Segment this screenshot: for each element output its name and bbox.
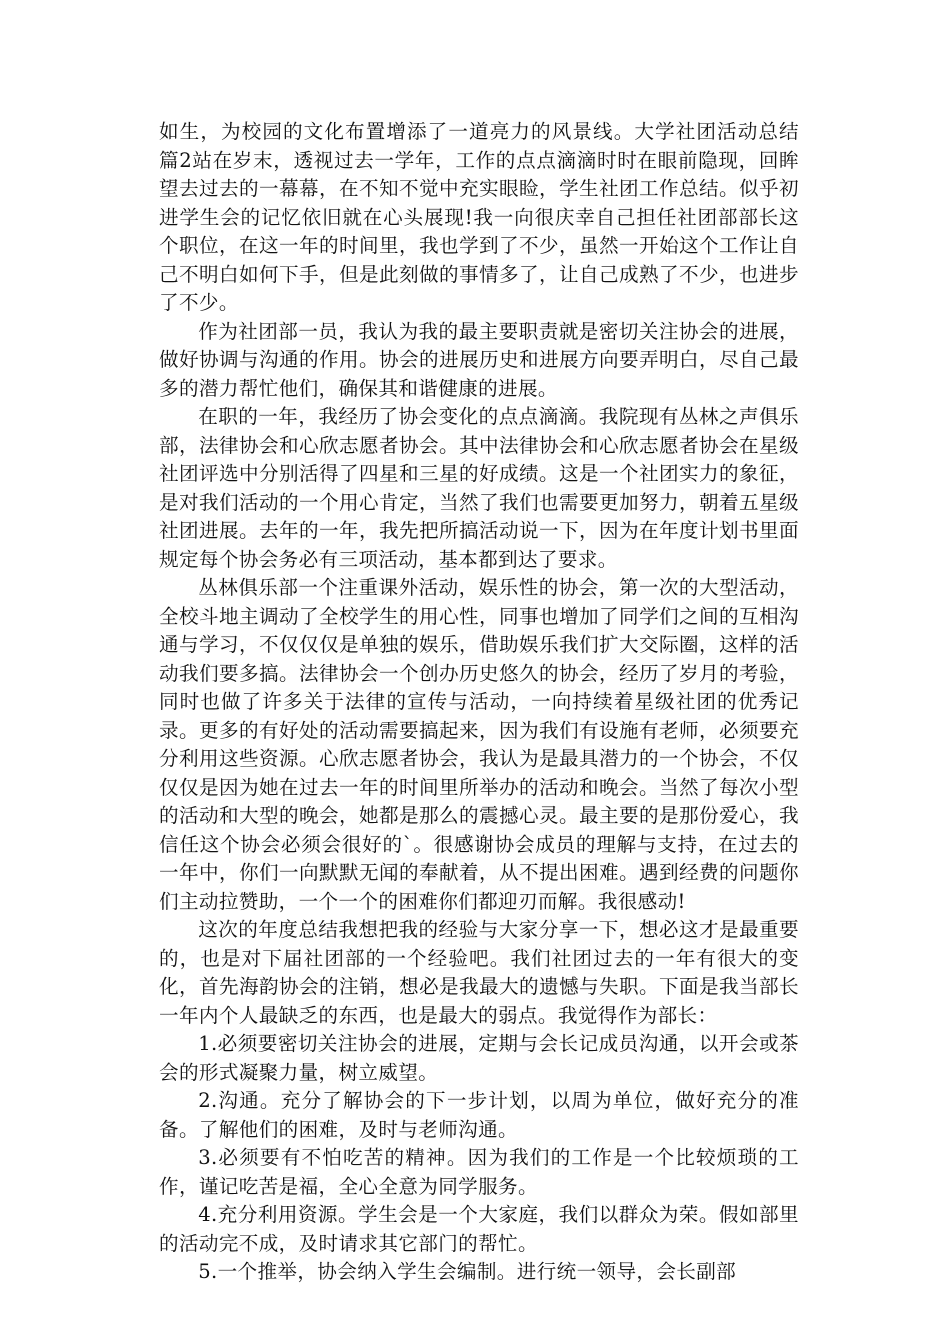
paragraph: 如生，为校园的文化布置增添了一道亮力的风景线。大学社团活动总结 篇2站在岁末，透视过去一学年，工作的点点滴滴时时在眼前隐现，回眸望去过去的一幕幕，在不知不觉中充实眼睑，学生社团工作总结。似乎初进学生会的记忆依旧就在心头展现!我一向很庆幸自己担任社团部部长这个职位，在这一年的时间里，我也学到了不少，虽然一开始这个工作让自己不明白如何下手，但是此刻做的事情多了，让自己成熟了不少，也进步了不少。: [159, 120, 799, 314]
paragraph: 丛林俱乐部一个注重课外活动，娱乐性的协会，第一次的大型活动，全校斗地主调动了全校学生的用心性，同事也增加了同学们之间的互相沟通与学习，不仅仅仅是单独的娱乐，借助娱乐我们扩大交际圈，这样的活动我们要多搞。法律协会一个创办历史悠久的协会，经历了岁月的考验，同时也做了许多关于法律的宣传与活动，一向持续着星级社团的优秀记录。更多的有好处的活动需要搞起来，因为我们有设施有老师，必须要充分利用这些资源。心欣志愿者协会，我认为是最具潜力的一个协会，不仅仅仅是因为她在过去一年的时间里所举办的活动和晚会。当然了每次小型的活动和大型的晚会，她都是那么的震撼心灵。最主要的是那份爱心，我信任这个协会必须会很好的`。很感谢协会成员的理解与支持，在过去的一年中，你们一向默默无闻的奉献着，从不提出困难。遇到经费的问题你们主动拉赞助，一个一个的困难你们都迎刃而解。我很感动!: [159, 576, 799, 913]
list-item: 1.必须要密切关注协会的进展，定期与会长记成员沟通，以开会或茶会的形式凝聚力量，树立威望。: [159, 1032, 799, 1084]
list-item: 4.充分利用资源。学生会是一个大家庭，我们以群众为荣。假如部里的活动完不成，及时请求其它部门的帮忙。: [159, 1203, 799, 1255]
list-item: 5.一个推举，协会纳入学生会编制。进行统一领导，会长副部: [198, 1260, 737, 1283]
list-item: 3.必须要有不怕吃苦的精神。因为我们的工作是一个比较烦琐的工作，谨记吃苦是福，全心全意为同学服务。: [159, 1146, 799, 1198]
list-item: 2.沟通。充分了解协会的下一步计划，以周为单位，做好充分的准备。了解他们的困难，及时与老师沟通。: [159, 1089, 799, 1141]
paragraph: 这次的年度总结我想把我的经验与大家分享一下，想必这才是最重要的，也是对下届社团部的一个经验吧。我们社团过去的一年有很大的变化，首先海韵协会的注销，想必是我最大的遗憾与失职。下面是我当部长一年内个人最缺乏的东西，也是最大的弱点。我觉得作为部长：: [159, 918, 799, 1027]
paragraph: 作为社团部一员，我认为我的最主要职责就是密切关注协会的进展，做好协调与沟通的作用。协会的进展历史和进展方向要弄明白，尽自己最多的潜力帮忙他们，确保其和谐健康的进展。: [159, 319, 799, 400]
paragraph: 在职的一年，我经历了协会变化的点点滴滴。我院现有丛林之声俱乐部，法律协会和心欣志愿者协会。其中法律协会和心欣志愿者协会在星级社团评选中分别活得了四星和三星的好成绩。这是一个社团实力的象征，是对我们活动的一个用心肯定，当然了我们也需要更加努力，朝着五星级社团进展。去年的一年，我先把所搞活动说一下，因为在年度计划书里面规定每个协会务必有三项活动，基本都到达了要求。: [159, 405, 799, 571]
document-body: [159, 118, 799, 1287]
